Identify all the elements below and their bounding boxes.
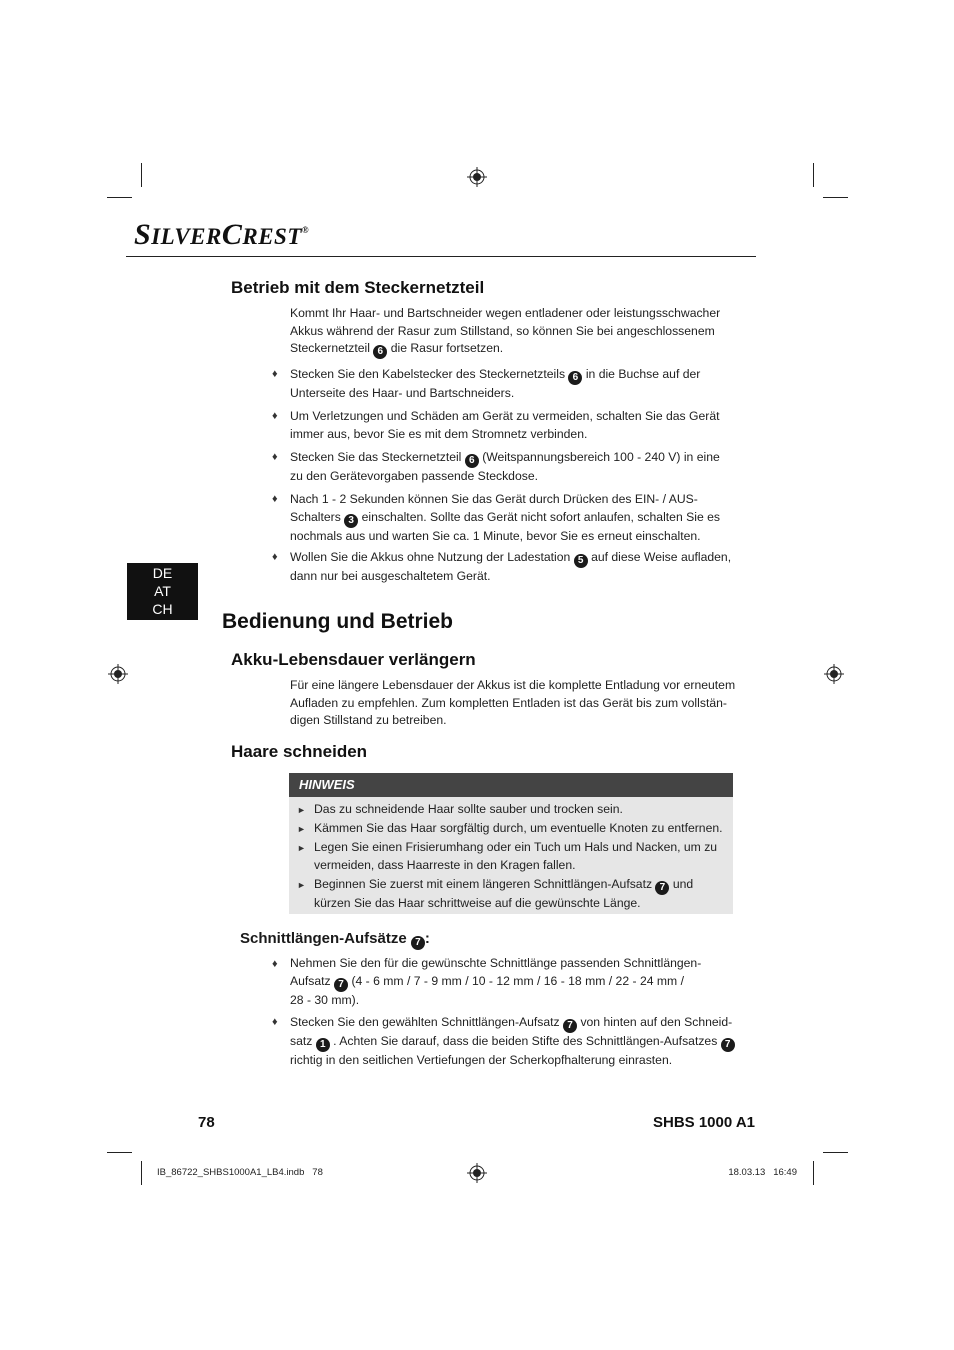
list-item: Stecken Sie das Steckernetzteil 6 (Weitspannungsbereich 100 - 240 V) in eine zu den Gerätevorgaben passende Steckdose. <box>290 450 720 483</box>
list-item: Stecken Sie den gewählten Schnittlängen-Aufsatz 7 von hinten auf den Schneid- satz 1 . Achten Sie darauf, dass die beiden Stifte des Schnittlängen-Aufsatzes 7 richtig in den seitlichen Vertiefungen der Scherkopfhalterung einrasten. <box>290 1014 740 1070</box>
part-number-badge: 3 <box>344 514 358 528</box>
section-intro: Kommt Ihr Haar- und Bartschneider wegen entladener oder leistungsschwacher Akkus während der Rasur zum Stillstand, so können Sie bei angeschlossenem Steckernetzteil 6 die Rasur fortsetzen. <box>290 306 721 357</box>
akku-text: Für eine längere Lebensdauer der Akkus ist die komplette Entladung vor erneutem Aufladen zu empfehlen. Zum kompletten Entladen ist das Gerät bis zum vollstän- digen Stillstand zu betreiben. <box>290 678 736 727</box>
diamond-bullet-icon: ♦ <box>272 958 278 970</box>
crop-mark <box>107 1152 132 1153</box>
part-number-badge: 7 <box>563 1019 577 1033</box>
part-number-badge: 6 <box>373 345 387 359</box>
diamond-bullet-icon: ♦ <box>272 451 278 463</box>
registration-mark-icon <box>824 664 844 684</box>
crop-mark <box>813 163 814 187</box>
part-number-badge: 7 <box>334 978 348 992</box>
section-title-haare: Haare schneiden <box>231 742 368 761</box>
print-file-info: IB_86722_SHBS1000A1_LB4.indb 78 <box>157 1167 323 1178</box>
crop-mark <box>141 163 142 187</box>
diamond-bullet-icon: ♦ <box>272 368 278 380</box>
crop-mark <box>823 197 848 198</box>
diamond-bullet-icon: ♦ <box>272 1016 278 1028</box>
list-item: Stecken Sie den Kabelstecker des Steckernetzteils 6 in die Buchse auf der Unterseite des Haar- und Bartschneiders. <box>290 367 701 400</box>
crop-mark <box>107 197 132 198</box>
list-item: Legen Sie einen Frisierumhang oder ein Tuch um Hals und Nacken, um zu vermeiden, dass Haarreste in den Kragen fallen. <box>314 840 718 872</box>
section-title-steckernetzteil: Betrieb mit dem Steckernetzteil <box>231 278 485 297</box>
page-title: Bedienung und Betrieb <box>222 610 453 633</box>
list-item: Kämmen Sie das Haar sorgfältig durch, um eventuelle Knoten zu entfernen. <box>314 821 723 835</box>
diamond-bullet-icon: ♦ <box>272 551 278 563</box>
crop-mark <box>141 1161 142 1185</box>
part-number-badge: 7 <box>721 1038 735 1052</box>
crop-mark <box>823 1152 848 1153</box>
diamond-bullet-icon: ♦ <box>272 493 278 505</box>
print-date-info: 18.03.13 16:49 <box>728 1167 797 1178</box>
part-number-badge: 7 <box>655 881 669 895</box>
part-number-badge: 6 <box>465 454 479 468</box>
crop-mark <box>813 1161 814 1185</box>
page-number: 78 <box>198 1114 215 1131</box>
arrow-bullet-icon: ► <box>297 843 306 853</box>
hinweis-box <box>289 797 733 914</box>
part-number-badge: 6 <box>568 371 582 385</box>
section-title-schnitt: Schnittlängen-Aufsätze 7 : <box>240 930 430 948</box>
list-item: Nehmen Sie den für die gewünschte Schnittlänge passenden Schnittlängen- Aufsatz 7 (4 - 6 mm / 7 - 9 mm / 10 - 12 mm / 16 - 18 mm / 22 - 24 mm / 28 - 30 mm). <box>290 956 702 1007</box>
brand-logo: SILVERCREST® <box>134 218 310 251</box>
list-item: Beginnen Sie zuerst mit einem längeren Schnittlängen-Aufsatz 7 und kürzen Sie das Haar schrittweise auf die gewünschte Länge. <box>314 877 694 910</box>
list-item: Um Verletzungen und Schäden am Gerät zu vermeiden, schalten Sie das Gerät immer aus, bevor Sie es mit dem Stromnetz verbinden. <box>290 409 720 441</box>
model-name: SHBS 1000 A1 <box>653 1114 755 1131</box>
hinweis-header: HINWEIS <box>289 773 733 797</box>
section-title-akku: Akku-Lebensdauer verlängern <box>231 650 476 669</box>
header-rule <box>126 256 756 257</box>
arrow-bullet-icon: ► <box>297 805 306 815</box>
list-item: Nach 1 - 2 Sekunden können Sie das Gerät durch Drücken des EIN- / AUS- Schalters 3 einschalten. Sollte das Gerät nicht sofort anlaufen, schalten Sie es nochmals aus und warten Sie ca. 1 Minute, bevor Sie es erneut einschalten. <box>290 492 720 543</box>
part-number-badge: 7 <box>411 936 425 950</box>
registration-mark-icon <box>467 167 487 187</box>
part-number-badge: 5 <box>574 554 588 568</box>
arrow-bullet-icon: ► <box>297 824 306 834</box>
list-item: Das zu schneidende Haar sollte sauber und trocken sein. <box>314 802 623 816</box>
list-item: Wollen Sie die Akkus ohne Nutzung der Ladestation 5 auf diese Weise aufladen, dann nur bei ausgeschaltetem Gerät. <box>290 550 732 583</box>
arrow-bullet-icon: ► <box>297 880 306 890</box>
registration-mark-icon <box>467 1163 487 1183</box>
registration-mark-icon <box>108 664 128 684</box>
diamond-bullet-icon: ♦ <box>272 410 278 422</box>
part-number-badge: 1 <box>316 1038 330 1052</box>
language-tab: DE AT CH <box>127 563 198 620</box>
